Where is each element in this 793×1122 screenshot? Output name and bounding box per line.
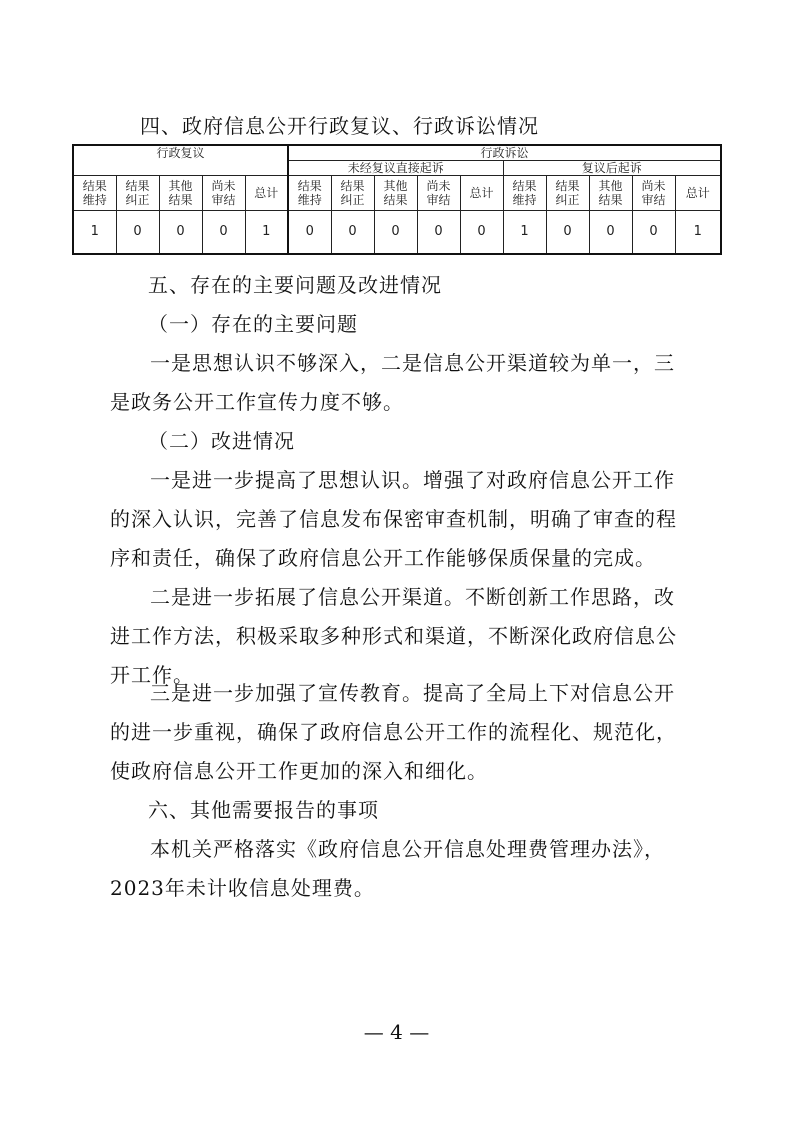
value-cell: 0 bbox=[202, 211, 245, 255]
col-pending: 尚未 审结 bbox=[632, 176, 675, 211]
col-other: 其他 结果 bbox=[589, 176, 632, 211]
value-cell: 1 bbox=[245, 211, 288, 255]
col-kept: 结果 维持 bbox=[73, 176, 116, 211]
col-kept: 结果 维持 bbox=[288, 176, 331, 211]
col-corrected: 结果 纠正 bbox=[546, 176, 589, 211]
col-corrected: 结果 纠正 bbox=[116, 176, 159, 211]
review-litigation-table bbox=[72, 144, 722, 255]
col-total: 总计 bbox=[675, 176, 721, 211]
value-cell: 0 bbox=[417, 211, 460, 255]
value-cell: 1 bbox=[503, 211, 546, 255]
value-cell: 0 bbox=[546, 211, 589, 255]
value-cell: 0 bbox=[159, 211, 202, 255]
improvement-paragraph-1: 一是进一步提高了思想认识。增强了对政府信息公开工作的深入认识，完善了信息发布保密审查机制，明确了审查的程序和责任，确保了政府信息公开工作能够保质保量的完成。 bbox=[110, 468, 677, 570]
other-matters-paragraph: 本机关严格落实《政府信息公开信息处理费管理办法》，2023年未计收信息处理费。 bbox=[110, 837, 665, 900]
col-other: 其他 结果 bbox=[159, 176, 202, 211]
col-pending: 尚未 审结 bbox=[417, 176, 460, 211]
header-admin-litigation: 行政诉讼 bbox=[288, 145, 721, 161]
value-cell: 1 bbox=[73, 211, 116, 255]
col-corrected: 结果 纠正 bbox=[331, 176, 374, 211]
value-cell: 1 bbox=[675, 211, 721, 255]
value-cell: 0 bbox=[460, 211, 503, 255]
value-cell: 0 bbox=[288, 211, 331, 255]
col-other: 其他 结果 bbox=[374, 176, 417, 211]
section-5-title: 五、存在的主要问题及改进情况 bbox=[148, 273, 442, 297]
page-number: — 4 — bbox=[363, 1020, 430, 1044]
improvement-paragraph-2: 二是进一步拓展了信息公开渠道。不断创新工作思路，改进工作方法，积极采取多种形式和渠道，不断深化政府信息公开工作。 bbox=[110, 585, 677, 687]
col-pending: 尚未 审结 bbox=[202, 176, 245, 211]
subsection-improvements-title: （二）改进情况 bbox=[148, 429, 295, 453]
header-admin-review: 行政复议 bbox=[73, 145, 288, 176]
value-cell: 0 bbox=[116, 211, 159, 255]
value-cell: 0 bbox=[632, 211, 675, 255]
header-direct-suit: 未经复议直接起诉 bbox=[288, 161, 503, 176]
improvement-paragraph-3: 三是进一步加强了宣传教育。提高了全局上下对信息公开的进一步重视，确保了政府信息公开工作的流程化、规范化，使政府信息公开工作更加的深入和细化。 bbox=[110, 681, 677, 783]
value-cell: 0 bbox=[331, 211, 374, 255]
col-total: 总计 bbox=[245, 176, 288, 211]
col-kept: 结果 维持 bbox=[503, 176, 546, 211]
subsection-problems-title: （一）存在的主要问题 bbox=[148, 312, 358, 336]
value-cell: 0 bbox=[589, 211, 632, 255]
section-6-title: 六、其他需要报告的事项 bbox=[148, 798, 379, 822]
problems-paragraph: 一是思想认识不够深入，二是信息公开渠道较为单一，三是政务公开工作宣传力度不够。 bbox=[110, 351, 675, 414]
col-total: 总计 bbox=[460, 176, 503, 211]
section-4-title: 四、政府信息公开行政复议、行政诉讼情况 bbox=[140, 114, 539, 138]
header-after-review: 复议后起诉 bbox=[503, 161, 721, 176]
value-cell: 0 bbox=[374, 211, 417, 255]
